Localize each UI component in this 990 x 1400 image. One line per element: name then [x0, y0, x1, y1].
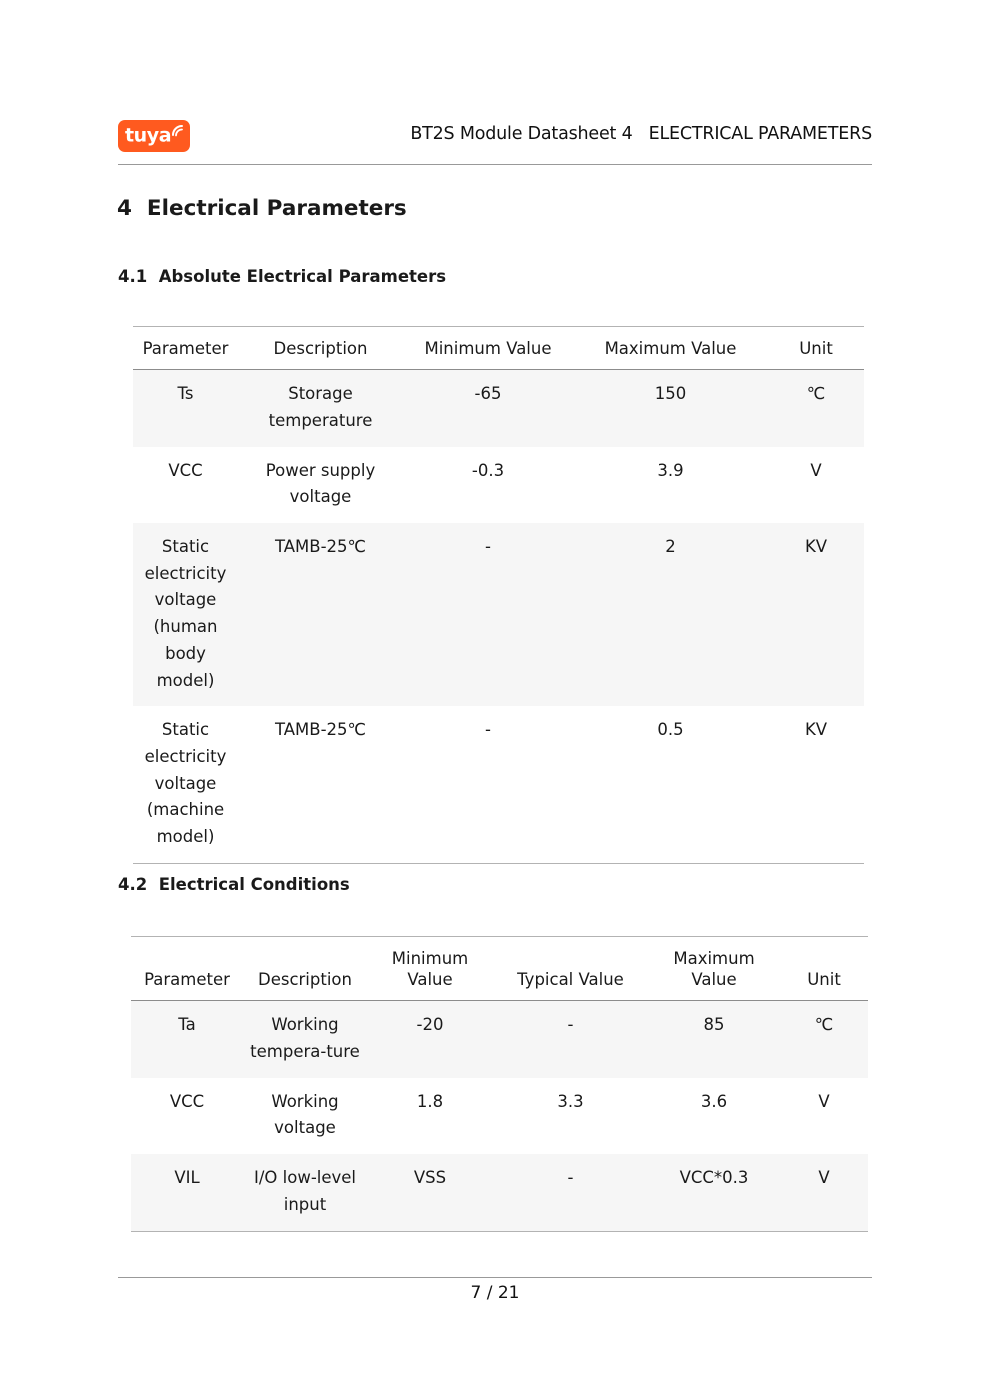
heading-electrical-conditions: 4.2 Electrical Conditions	[118, 875, 350, 894]
table1-r1-maximum: 3.9	[657, 460, 684, 480]
table2-col-unit: Unit	[807, 970, 841, 990]
header-title: BT2S Module Datasheet 4 ELECTRICAL PARAMETERS	[410, 124, 872, 144]
table1-head	[133, 327, 864, 370]
table2-r2-typical: -	[493, 1154, 648, 1231]
table1-r2-maximum: 2	[573, 523, 768, 706]
table2-head	[131, 937, 868, 1001]
table2-r2-maximum: VCC*0.3	[648, 1154, 780, 1231]
table1-r0-parameter: Ts	[133, 370, 238, 447]
table2-r0-description: Working tempera-​ture	[243, 1001, 367, 1078]
heading-absolute-electrical-parameters: 4.1 Absolute Electrical Parameters	[118, 267, 447, 286]
table1-r2-minimum: -	[403, 523, 573, 706]
wifi-arc-icon	[171, 124, 185, 138]
table-row	[131, 1154, 868, 1231]
table1-col-minimum: Minimum Value	[424, 339, 552, 358]
table1-r1-parameter: VCC	[168, 460, 203, 480]
table2-col-typical: Typical Value	[517, 970, 624, 990]
electrical-conditions-table-wrap	[131, 936, 868, 1232]
tuya-logo-text: tuya	[125, 124, 172, 147]
table1-body	[133, 370, 864, 864]
table1-col-maximum: Maximum Value	[604, 339, 737, 358]
table2-r2-description: I/O low-level input	[243, 1154, 367, 1231]
table1-r0-description: Storage temperature	[238, 370, 403, 447]
table1-r3-maximum: 0.5	[657, 720, 684, 740]
table1-r3-unit: KV	[804, 720, 828, 740]
table1-r1-description: Power supply voltage	[265, 460, 376, 507]
table-row	[133, 706, 864, 863]
table-row	[133, 523, 864, 706]
table2-header-row	[131, 937, 868, 1001]
table2-r1-typical: 3.3	[557, 1091, 584, 1111]
table2-r1-description: Working voltage	[271, 1091, 339, 1138]
table1-r3-minimum: -	[485, 720, 491, 740]
absolute-electrical-parameters-table-wrap	[133, 326, 864, 864]
table1-r1-unit: V	[810, 460, 822, 480]
page-number: 7 / 21	[470, 1283, 520, 1303]
absolute-electrical-parameters-table	[133, 326, 864, 864]
tuya-logo	[118, 120, 190, 152]
table2-col-minimum-line1: Minimum	[391, 949, 469, 968]
table2-r0-maximum: 85	[648, 1001, 780, 1078]
table1-col-unit: Unit	[799, 339, 833, 358]
table-row	[131, 1001, 868, 1078]
table1-r2-description: TAMB-25℃	[238, 523, 403, 706]
table1-r0-minimum: -65	[403, 370, 573, 447]
table2-r0-minimum: -20	[367, 1001, 493, 1078]
table2-r0-unit: ℃	[780, 1001, 868, 1078]
table1-r3-parameter: Static electricity voltage (machine model)	[144, 720, 227, 847]
footer-divider	[118, 1277, 872, 1278]
table2-body	[131, 1001, 868, 1231]
table-row	[131, 1078, 868, 1154]
table2-r2-parameter: VIL	[131, 1154, 243, 1231]
table2-col-maximum	[648, 937, 780, 1001]
table2-col-maximum-line1: Maximum	[673, 949, 755, 968]
page-title: 4 Electrical Parameters	[117, 196, 407, 221]
header-divider	[118, 164, 872, 165]
table2-r1-unit: V	[818, 1091, 830, 1111]
table1-col-parameter: Parameter	[142, 339, 229, 358]
table2-r2-minimum: VSS	[367, 1154, 493, 1231]
table1-header-row	[133, 327, 864, 370]
table2-r0-typical: -	[493, 1001, 648, 1078]
page-header	[118, 116, 872, 164]
table2-col-parameter: Parameter	[144, 970, 230, 990]
electrical-conditions-table	[131, 936, 868, 1232]
table1-r3-description: TAMB-25℃	[274, 720, 367, 740]
table2-col-minimum	[367, 937, 493, 1001]
table2-col-maximum-line2: Value	[691, 970, 737, 990]
table1-r0-maximum: 150	[573, 370, 768, 447]
table2-r1-parameter: VCC	[169, 1091, 205, 1111]
table1-r0-unit: ℃	[768, 370, 864, 447]
table2-r1-minimum: 1.8	[416, 1091, 444, 1111]
table-row	[133, 447, 864, 523]
table2-r0-parameter: Ta	[131, 1001, 243, 1078]
table2-r2-unit: V	[780, 1154, 868, 1231]
table1-col-description: Description	[273, 339, 368, 358]
table1-r2-parameter: Static electricity voltage (human body model)	[133, 523, 238, 706]
table2-col-description: Description	[258, 970, 352, 990]
table2-r1-maximum: 3.6	[700, 1091, 728, 1111]
table1-r1-minimum: -0.3	[471, 460, 505, 480]
table-row	[133, 370, 864, 447]
table2-col-minimum-line2: Value	[407, 970, 453, 990]
table1-r2-unit: KV	[768, 523, 864, 706]
